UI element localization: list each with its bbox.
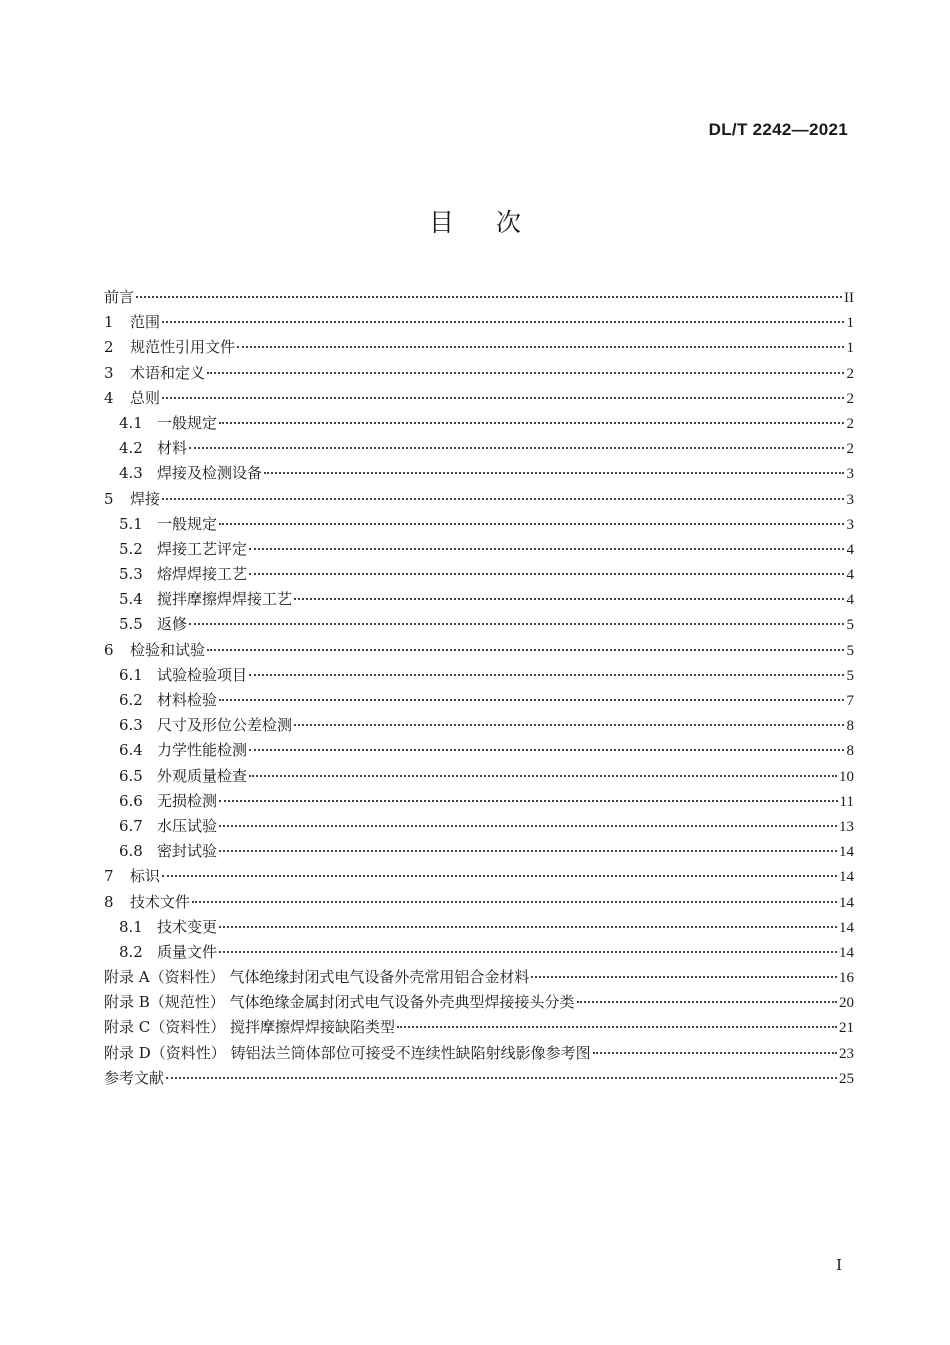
toc-entry[interactable]	[104, 967, 854, 992]
toc-entry-title: 参考文献	[104, 1068, 165, 1087]
toc-entry[interactable]	[104, 489, 854, 514]
toc-entry-number: 6.5	[119, 766, 143, 785]
toc-entry-page: 3	[846, 466, 854, 483]
toc-entry-title: 搅拌摩擦焊焊接工艺	[157, 590, 293, 609]
toc-entry[interactable]	[104, 1043, 854, 1068]
toc-entry-page: 8	[846, 743, 854, 760]
toc-leader-dots	[192, 901, 837, 903]
toc-entry[interactable]	[104, 287, 854, 312]
toc-entry[interactable]	[104, 1017, 854, 1042]
toc-entry-page: 23	[839, 1045, 854, 1062]
toc-entry[interactable]	[104, 539, 854, 564]
toc-entry-page: 5	[846, 667, 854, 684]
toc-entry-number: 5.3	[119, 565, 143, 584]
page-number: I	[836, 1256, 842, 1274]
toc-entry-title: 质量文件	[157, 942, 218, 961]
toc-entry-page: 14	[839, 944, 854, 961]
toc-leader-dots	[219, 699, 844, 701]
toc-entry[interactable]	[104, 665, 854, 690]
toc-entry-number: 5.5	[119, 615, 143, 634]
toc-entry-page: 14	[839, 894, 854, 911]
toc-entry-title: 附录 D（资料性） 铸铝法兰筒体部位可接受不连续性缺陷射线影像参考图	[104, 1043, 591, 1062]
toc-entry-title: 尺寸及形位公差检测	[157, 716, 293, 735]
toc-entry-title: 术语和定义	[130, 363, 206, 382]
toc-entry-title: 标识	[130, 867, 161, 886]
toc-leader-dots	[219, 523, 844, 525]
toc-entry-page: 8	[846, 718, 854, 735]
toc-entry[interactable]	[104, 892, 854, 917]
toc-leader-dots	[294, 598, 844, 600]
toc-entry[interactable]	[104, 841, 854, 866]
toc-entry[interactable]	[104, 917, 854, 942]
toc-leader-dots	[264, 472, 844, 474]
toc-entry-number: 5.2	[119, 539, 143, 558]
toc-leader-dots	[166, 1077, 837, 1079]
toc-entry-number: 4.3	[119, 464, 143, 483]
toc-entry-title: 规范性引用文件	[130, 338, 236, 357]
toc-entry-number: 5.4	[119, 590, 143, 609]
toc-entry-title: 熔焊焊接工艺	[157, 565, 248, 584]
toc-entry-title: 技术文件	[130, 892, 191, 911]
toc-entry-number: 6	[104, 640, 114, 659]
toc-leader-dots	[162, 397, 844, 399]
toc-entry[interactable]	[104, 388, 854, 413]
toc-entry-title: 技术变更	[157, 917, 218, 936]
toc-leader-dots	[237, 346, 844, 348]
toc-entry-number: 6.1	[119, 665, 143, 684]
toc-entry-number: 6.3	[119, 716, 143, 735]
toc-entry[interactable]	[104, 816, 854, 841]
toc-entry-number: 8	[104, 892, 114, 911]
toc-entry-page: 14	[839, 869, 854, 886]
toc-entry-title: 返修	[157, 615, 188, 634]
toc-entry[interactable]	[104, 438, 854, 463]
toc-entry-title: 总则	[130, 388, 161, 407]
toc-leader-dots	[219, 422, 844, 424]
toc-leader-dots	[249, 674, 844, 676]
toc-entry-number: 4.1	[119, 413, 143, 432]
toc-entry-page: 2	[846, 390, 854, 407]
toc-leader-dots	[189, 623, 844, 625]
toc-entry[interactable]	[104, 514, 854, 539]
toc-entry[interactable]	[104, 614, 854, 639]
toc-entry-number: 3	[104, 363, 114, 382]
toc-entry-number: 6.8	[119, 842, 143, 861]
toc-entry-page: 2	[846, 415, 854, 432]
toc-leader-dots	[219, 825, 837, 827]
toc-entry-title: 检验和试验	[130, 640, 206, 659]
toc-entry-number: 8.1	[119, 917, 143, 936]
toc-entry[interactable]	[104, 363, 854, 388]
toc-entry-title: 水压试验	[157, 816, 218, 835]
toc-leader-dots	[219, 951, 837, 953]
toc-entry-title: 焊接工艺评定	[157, 539, 248, 558]
toc-entry-title: 试验检验项目	[157, 665, 248, 684]
toc-leader-dots	[162, 875, 837, 877]
toc-entry-number: 5.1	[119, 514, 143, 533]
toc-entry-page: 5	[846, 642, 854, 659]
toc-leader-dots	[219, 800, 838, 802]
toc-entry-title: 前言	[104, 288, 135, 306]
toc-entry[interactable]	[104, 992, 854, 1017]
toc-entry-page: 5	[846, 617, 854, 634]
toc-entry-title: 附录 A（资料性） 气体绝缘封闭式电气设备外壳常用铝合金材料	[104, 968, 530, 987]
toc-entry[interactable]	[104, 564, 854, 589]
toc-leader-dots	[162, 498, 844, 500]
toc-entry-title: 密封试验	[157, 842, 218, 861]
toc-entry-title: 一般规定	[157, 514, 218, 533]
toc-entry-number: 6.6	[119, 791, 143, 810]
toc-leader-dots	[294, 724, 844, 726]
toc-entry-page: 2	[846, 441, 854, 458]
toc-entry-page: 4	[846, 541, 854, 558]
toc-entry-page: 11	[839, 793, 854, 810]
toc-entry[interactable]	[104, 766, 854, 791]
toc-entry[interactable]	[104, 337, 854, 362]
toc-entry-number: 2	[104, 338, 114, 357]
toc-entry[interactable]	[104, 312, 854, 337]
toc-leader-dots	[531, 976, 837, 978]
toc-entry-page: 1	[846, 315, 854, 332]
toc-entry-title: 焊接及检测设备	[157, 464, 263, 483]
toc-entry-number: 6.2	[119, 691, 143, 709]
toc-entry-number: 7	[104, 867, 114, 886]
toc-entry-title: 附录 B（规范性） 气体绝缘金属封闭式电气设备外壳典型焊接接头分类	[104, 993, 575, 1012]
toc-leader-dots	[219, 850, 837, 852]
toc-entry[interactable]	[104, 640, 854, 665]
toc-entry-number: 6.4	[119, 741, 143, 760]
toc-entry[interactable]	[104, 413, 854, 438]
toc-entry-page: 3	[846, 491, 854, 508]
toc-entry[interactable]	[104, 690, 854, 715]
toc-entry-title: 附录 C（资料性） 搅拌摩擦焊焊接缺陷类型	[104, 1018, 396, 1037]
toc-entry-title: 材料检验	[157, 691, 218, 709]
toc-entry-page: 4	[846, 592, 854, 609]
toc-entry[interactable]	[104, 589, 854, 614]
toc-entry[interactable]	[104, 942, 854, 967]
toc-entry-page: 2	[846, 365, 854, 382]
toc-leader-dots	[249, 573, 844, 575]
toc-entry-title: 无损检测	[157, 791, 218, 810]
toc-entry-page: 1	[846, 340, 854, 357]
toc-entry-page: 4	[846, 567, 854, 584]
toc-leader-dots	[577, 1001, 837, 1003]
toc-entry-page: II	[844, 290, 854, 306]
toc-leader-dots	[207, 372, 844, 374]
page-title: 目次	[428, 208, 563, 237]
toc-leader-dots	[249, 749, 844, 751]
toc-entry-number: 5	[104, 489, 114, 508]
table-of-contents	[104, 287, 854, 1093]
toc-leader-dots	[249, 775, 837, 777]
toc-entry-page: 14	[839, 919, 854, 936]
toc-entry-page: 7	[846, 693, 854, 709]
toc-entry[interactable]	[104, 791, 854, 816]
toc-entry[interactable]	[104, 740, 854, 765]
toc-entry-page: 21	[839, 1020, 854, 1037]
toc-leader-dots	[219, 926, 837, 928]
toc-entry-number: 4	[104, 388, 114, 407]
toc-entry-title: 材料	[157, 439, 188, 458]
toc-leader-dots	[593, 1052, 837, 1054]
toc-entry-number: 1	[104, 313, 114, 332]
toc-leader-dots	[249, 548, 844, 550]
toc-entry[interactable]	[104, 1068, 854, 1093]
document-code: DL/T 2242—2021	[708, 120, 848, 139]
toc-entry-number: 4.2	[119, 439, 143, 458]
toc-leader-dots	[189, 447, 844, 449]
toc-entry-page: 16	[839, 970, 854, 987]
toc-entry-number: 6.7	[119, 816, 143, 835]
toc-entry-page: 14	[839, 844, 854, 861]
toc-entry-page: 20	[839, 995, 854, 1012]
toc-leader-dots	[136, 296, 842, 298]
toc-entry-title: 焊接	[130, 489, 161, 508]
toc-entry-title: 一般规定	[157, 413, 218, 432]
toc-entry-title: 范围	[130, 313, 161, 332]
toc-entry-title: 外观质量检查	[157, 766, 248, 785]
toc-entry[interactable]	[104, 715, 854, 740]
toc-leader-dots	[162, 321, 844, 323]
toc-entry-page: 3	[846, 516, 854, 533]
toc-entry-page: 25	[839, 1070, 854, 1087]
toc-leader-dots	[397, 1026, 837, 1028]
toc-entry[interactable]	[104, 463, 854, 488]
toc-entry-page: 10	[839, 768, 854, 785]
toc-entry-title: 力学性能检测	[157, 741, 248, 760]
toc-entry-page: 13	[839, 818, 854, 835]
toc-leader-dots	[207, 649, 844, 651]
toc-entry-number: 8.2	[119, 942, 143, 961]
toc-entry[interactable]	[104, 866, 854, 891]
